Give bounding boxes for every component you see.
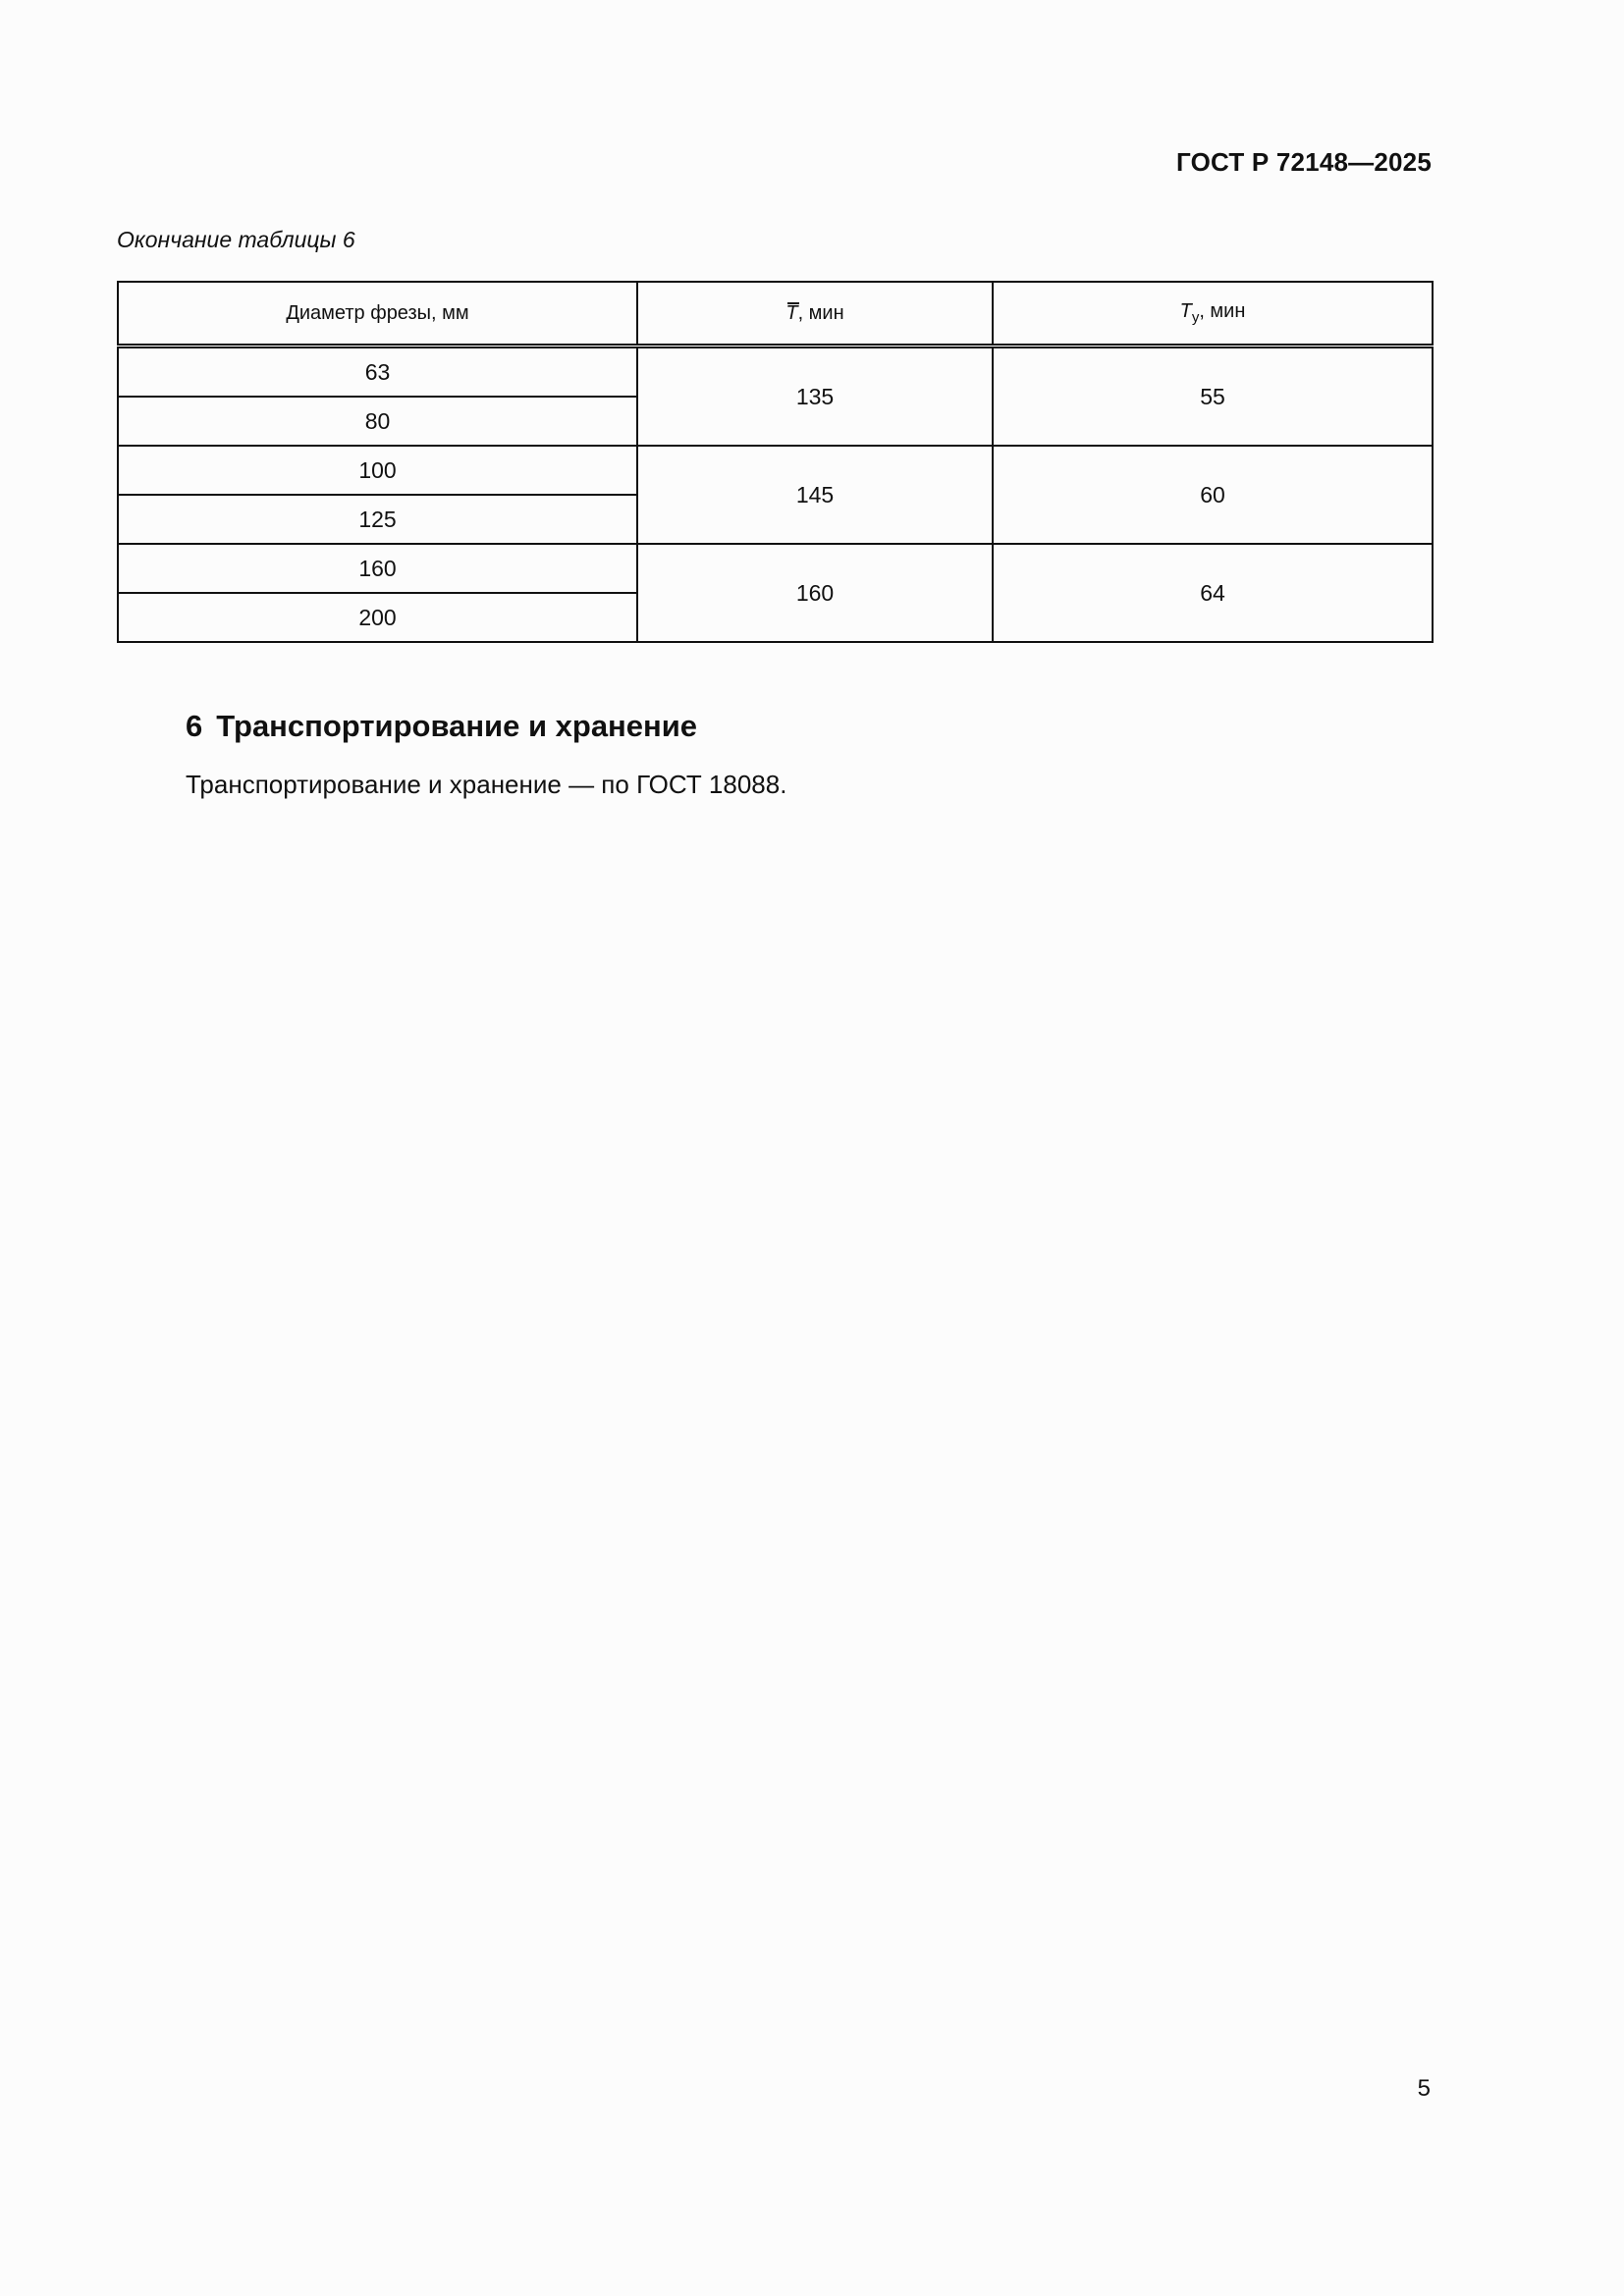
cell-diameter: 160	[118, 544, 637, 593]
cell-diameter: 125	[118, 495, 637, 544]
document-code: ГОСТ Р 72148—2025	[1176, 147, 1432, 177]
section-heading	[186, 709, 697, 744]
table-row	[118, 347, 1433, 398]
table-row	[118, 544, 1433, 593]
cell-mean-life: 160	[637, 544, 993, 642]
cell-set-life: 60	[993, 446, 1433, 544]
cell-diameter: 200	[118, 593, 637, 642]
cell-mean-life: 145	[637, 446, 993, 544]
header-set-life-unit: , мин	[1199, 300, 1246, 322]
header-mean-life-unit: , мин	[797, 301, 844, 324]
table-row	[118, 446, 1433, 495]
section-title: Транспортирование и хранение	[216, 709, 698, 743]
section-body: Транспортирование и хранение — по ГОСТ 18088.	[186, 770, 787, 799]
cell-diameter: 100	[118, 446, 637, 495]
header-mean-life-symbol: T	[785, 301, 798, 324]
cell-diameter: 63	[118, 347, 637, 398]
header-mean-life	[637, 282, 993, 347]
cell-set-life: 55	[993, 347, 1433, 447]
header-set-life-symbol: T	[1179, 300, 1192, 322]
table-header-row	[118, 282, 1433, 347]
header-set-life	[993, 282, 1433, 347]
header-diameter: Диаметр фрезы, мм	[118, 282, 637, 347]
header-set-life-subscript: у	[1191, 309, 1200, 326]
cell-set-life: 64	[993, 544, 1433, 642]
page-number: 5	[1417, 2075, 1431, 2102]
cell-mean-life: 135	[637, 347, 993, 447]
section-number: 6	[186, 709, 203, 743]
cell-diameter: 80	[118, 397, 637, 446]
data-table	[117, 281, 1434, 643]
table-caption: Окончание таблицы 6	[117, 227, 355, 252]
